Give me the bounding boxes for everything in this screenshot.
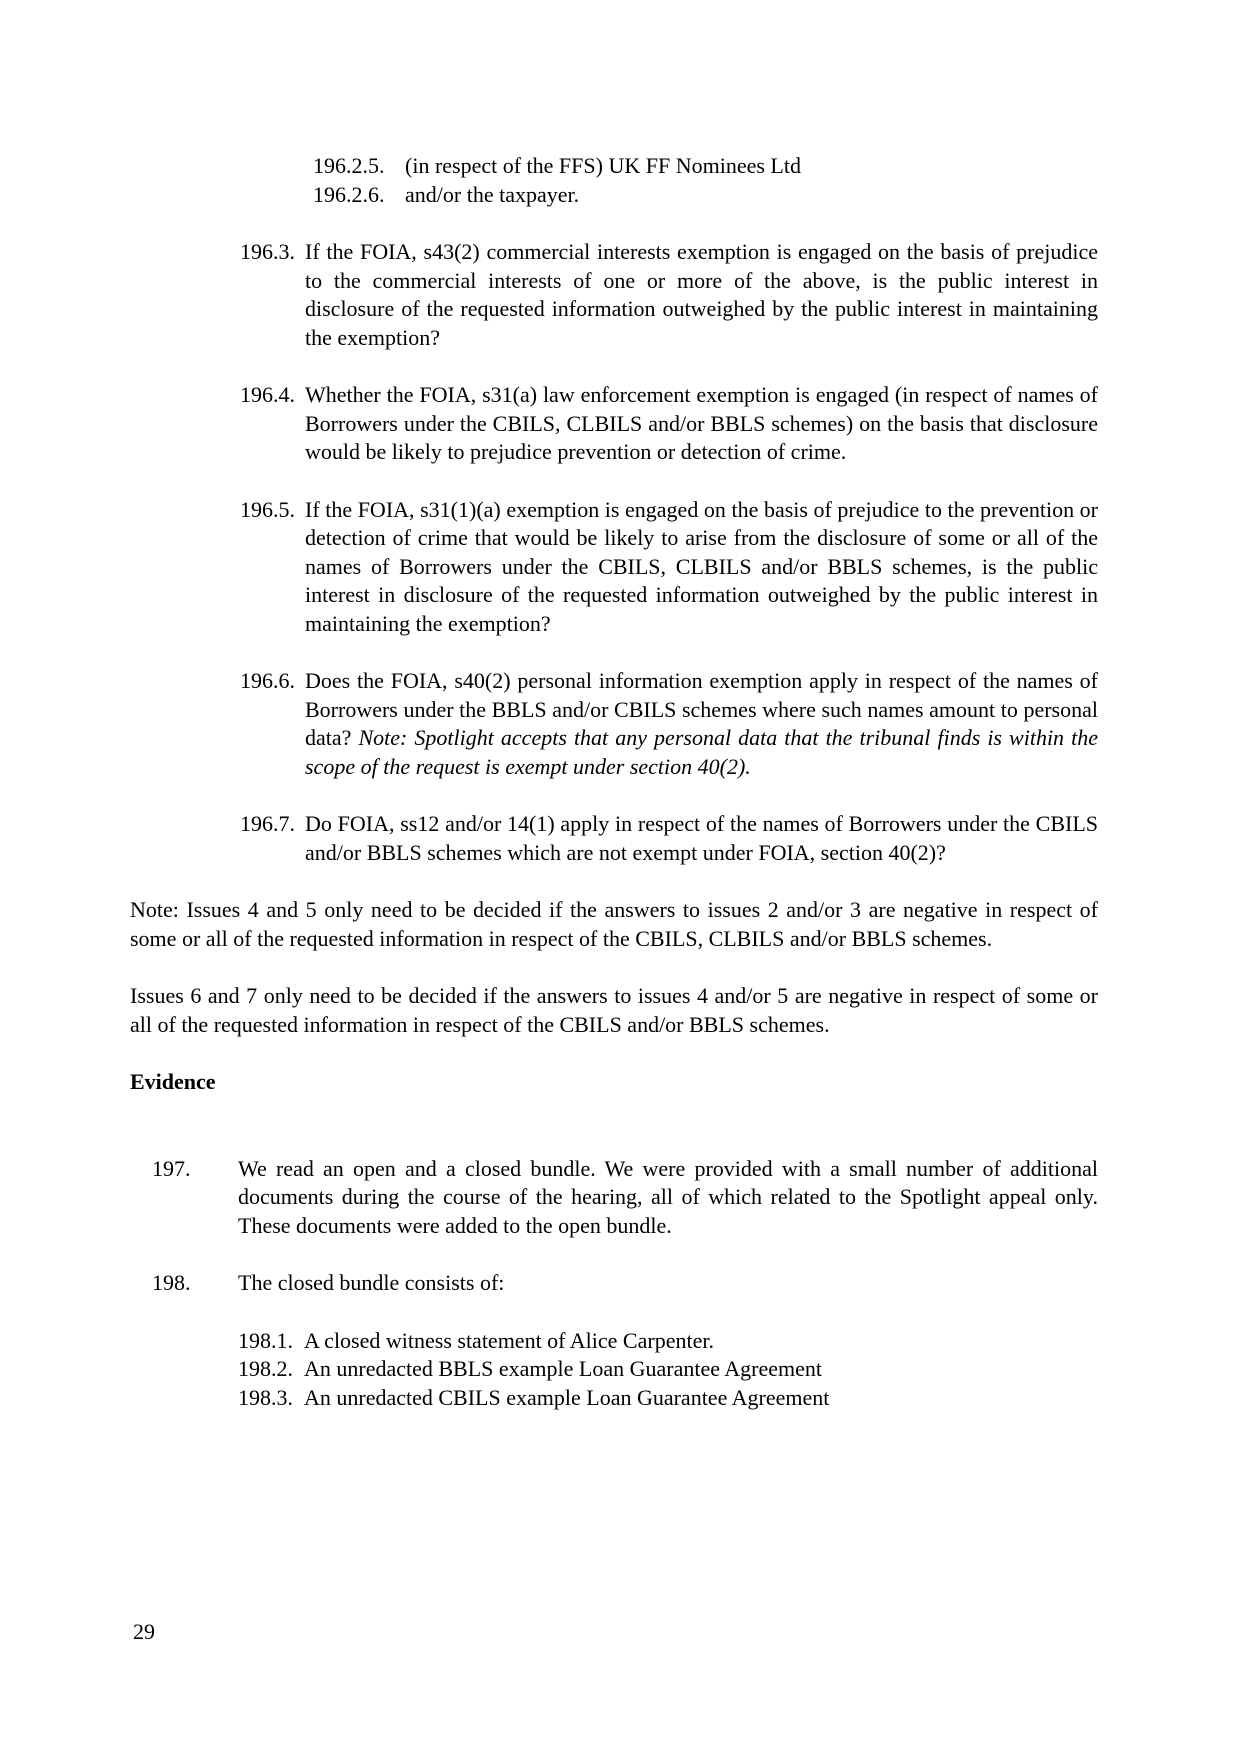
clause-196-2-sublist [130,152,1098,209]
clause-text: If the FOIA, s43(2) commercial interests exemption is engaged on the basis of prejudice to the commercial interests of one or more of the above, is the public interest in disclosure of the requested information outweighed by the public interest in maintaining the exemption? [305,239,1098,350]
clause-item [130,238,1098,352]
clause-number: 196.2.5. [313,153,385,178]
clause-item [130,667,1098,781]
clause-item [313,152,1098,181]
evidence-heading: Evidence [130,1069,216,1094]
paragraph-number: 198. [152,1270,191,1295]
clause-text: Do FOIA, ss12 and/or 14(1) apply in respect of the names of Borrowers under the CBILS and/or BBLS schemes which are not exempt under FOIA, section 40(2)? [305,811,1098,865]
clause-italic-note: Note: Spotlight accepts that any personal data that the tribunal finds is within the scope of the request is exempt under section 40(2). [305,725,1098,779]
list-item [130,1384,1098,1413]
closed-bundle-list [130,1327,1098,1413]
clause-number: 198.1. [238,1327,293,1353]
clause-number: 196.5. [240,496,295,522]
clause-text: An unredacted BBLS example Loan Guarantee Agreement [304,1356,823,1381]
issues-note-paragraph: Issues 6 and 7 only need to be decided if the answers to issues 4 and/or 5 are negative in respect of some or all of the requested information in respect of the CBILS and/or BBLS schemes. [130,983,1098,1037]
clause-number: 196.6. [240,668,295,693]
clause-number: 196.4. [240,382,295,407]
list-item [130,1327,1098,1356]
clause-text: (in respect of the FFS) UK FF Nominees Ltd [405,153,801,178]
clause-item [130,496,1098,639]
clause-number: 196.7. [240,811,295,836]
list-item [130,1355,1098,1384]
clause-number: 198.3. [238,1384,293,1410]
numbered-paragraph [130,1155,1098,1241]
page-number: 29 [133,1619,155,1644]
clause-text: If the FOIA, s31(1)(a) exemption is engaged on the basis of prejudice to the prevention or detection of crime that would be likely to arise from the disclosure of some or all of the names of Borrowers under the CBILS, CLBILS and/or BBLS schemes, is the public interest in disclosure of the requested information outweighed by the public interest in maintaining the exemption? [305,496,1098,636]
paragraph-number: 197. [152,1155,191,1181]
clause-number: 196.2.6. [313,181,385,207]
clause-text: and/or the taxpayer. [405,181,580,207]
paragraph-text: The closed bundle consists of: [238,1270,505,1295]
numbered-paragraph [130,1269,1098,1298]
note-paragraph: Note: Issues 4 and 5 only need to be decided if the answers to issues 2 and/or 3 are negative in respect of some or all of the requested information in respect of the CBILS, CLBILS and/or BBLS schemes. [130,897,1098,951]
clause-number: 196.3. [240,239,295,264]
clause-text: An unredacted CBILS example Loan Guarantee Agreement [304,1384,830,1410]
clause-item [130,810,1098,867]
clause-text: Does the FOIA, s40(2) personal information exemption apply in respect of the names of Borrowers under the BBLS and/or CBILS schemes where such names amount to personal data? [305,668,1098,750]
clause-number: 198.2. [238,1356,293,1381]
paragraph-text: We read an open and a closed bundle. We were provided with a small number of additional documents during the course of the hearing, all of which related to the Spotlight appeal only. These documents were added to the open bundle. [238,1155,1098,1238]
clause-text: A closed witness statement of Alice Carpenter. [304,1327,714,1353]
clause-item [130,381,1098,467]
clause-item [313,181,1098,210]
clause-text: Whether the FOIA, s31(a) law enforcement exemption is engaged (in respect of names of Borrowers under the CBILS, CLBILS and/or BBLS schemes) on the basis that disclosure would be likely to prejudice prevention or detection of crime. [305,382,1098,464]
